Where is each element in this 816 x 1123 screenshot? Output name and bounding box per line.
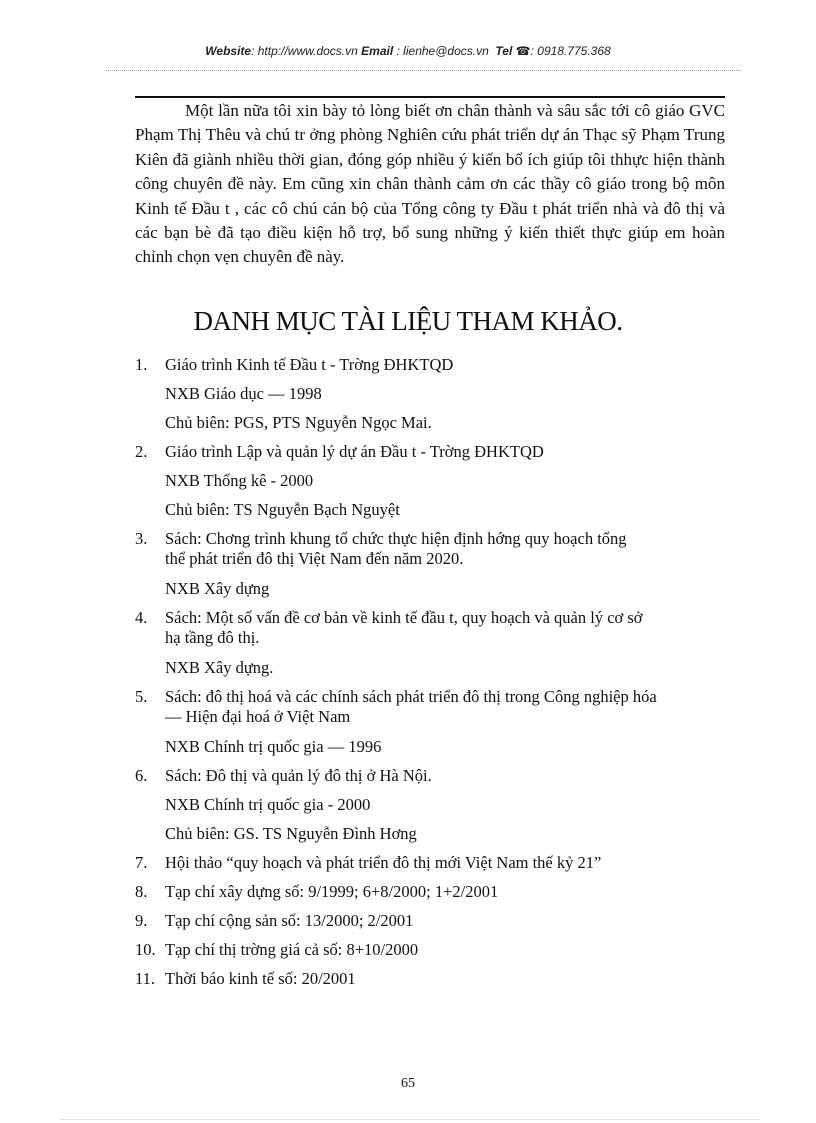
website-link[interactable]: : http://www.docs.vn xyxy=(251,44,358,58)
reference-line: NXB Chính trị quốc gia - 2000 xyxy=(165,795,371,814)
reference-item xyxy=(135,848,725,877)
reference-number: 4. xyxy=(135,608,148,627)
reference-line: Tạp chí thị trờng giá cả số: 8+10/2000 xyxy=(165,940,419,959)
reference-item xyxy=(135,964,725,993)
reference-number: 9. xyxy=(135,911,148,930)
reference-line: hạ tầng đô thị. xyxy=(165,628,260,647)
reference-line: Giáo trình Lập và quản lý dự án Đầu t - Trờng ĐHKTQD xyxy=(165,442,544,461)
tel-label: Tel ☎ xyxy=(495,44,531,58)
reference-number: 7. xyxy=(135,853,148,872)
reference-item xyxy=(135,350,725,437)
reference-item xyxy=(135,682,725,761)
page-number: 65 xyxy=(401,1076,415,1091)
acknowledgement-paragraph: Một lần nữa tôi xin bày tỏ lòng biết ơn chân thành và sâu sắc tới cô giáo GVC Phạm Thị Thêu và chú tr ởng phòng Nghiên cứu phát triển dự án Thạc sỹ Phạm Trung Kiên đã giành nhiều thời gian, đóng góp nhiều ý kiến bổ ích giúp tôi thhực hiện thành công chuyên đề này. Em cũng xin chân thành cảm ơn các thầy cô giáo trong bộ môn Kinh tế Đầu t , các cô chú cán bộ của Tổng công ty Đầu t phát triển nhà và đô thị và các bạn bè đã tạo điều kiện hỗ trợ, bổ sung những ý kiến thiết thực giúp em hoàn chỉnh chọn vẹn chuyên đề này. xyxy=(135,101,725,267)
reference-number: 8. xyxy=(135,882,148,901)
reference-line: Tạp chí xây dựng số: 9/1999; 6+8/2000; 1+2/2001 xyxy=(165,882,499,901)
reference-item xyxy=(135,906,725,935)
reference-item xyxy=(135,761,725,848)
references-list xyxy=(135,350,725,993)
reference-line: NXB Xây dựng xyxy=(165,579,270,598)
reference-line: Chủ biên: GS. TS Nguyễn Đình Hơng xyxy=(165,824,417,843)
reference-item xyxy=(135,603,725,682)
reference-line: NXB Xây dựng. xyxy=(165,658,274,677)
reference-line: — Hiện đại hoá ở Việt Nam xyxy=(165,707,351,726)
reference-line: Chủ biên: TS Nguyễn Bạch Nguyệt xyxy=(165,500,400,519)
reference-number: 1. xyxy=(135,355,148,374)
reference-line: Sách: Một số vấn đề cơ bản về kinh tế đầu t, quy hoạch và quản lý cơ sở xyxy=(165,608,643,627)
reference-item xyxy=(135,437,725,524)
reference-item xyxy=(135,935,725,964)
reference-line: Chủ biên: PGS, PTS Nguyễn Ngọc Mai. xyxy=(165,413,432,432)
references-heading: DANH MỤC TÀI LIỆU THAM KHẢO. xyxy=(193,306,623,336)
header-divider xyxy=(106,70,741,71)
reference-number: 10. xyxy=(135,940,156,959)
tel-value: : 0918.775.368 xyxy=(530,44,611,58)
reference-line: NXB Chính trị quốc gia — 1996 xyxy=(165,737,382,756)
reference-number: 11. xyxy=(135,969,156,988)
reference-line: NXB Thống kê - 2000 xyxy=(165,471,314,490)
reference-number: 2. xyxy=(135,442,148,461)
reference-line: Giáo trình Kinh tế Đầu t - Trờng ĐHKTQD xyxy=(165,355,454,374)
email-label: Email xyxy=(361,44,394,58)
reference-line: Tạp chí cộng sản số: 13/2000; 2/2001 xyxy=(165,911,414,930)
reference-number: 6. xyxy=(135,766,148,785)
email-link[interactable]: : lienhe@docs.vn xyxy=(396,44,489,58)
reference-line: Sách: đô thị hoá và các chính sách phát triển đô thị trong Công nghiệp hóa xyxy=(165,687,657,706)
reference-line: Sách: Đô thị và quản lý đô thị ở Hà Nội. xyxy=(165,766,432,785)
reference-line: thể phát triển đô thị Việt Nam đến năm 2020. xyxy=(165,549,464,568)
section-divider xyxy=(135,96,725,98)
reference-item xyxy=(135,877,725,906)
website-label: Website xyxy=(205,44,252,58)
reference-item xyxy=(135,524,725,603)
reference-line: NXB Giáo dục — 1998 xyxy=(165,384,322,403)
reference-line: Hội thảo “quy hoạch và phát triển đô thị mới Việt Nam thế kỷ 21” xyxy=(165,853,602,872)
footer-divider xyxy=(60,1119,760,1120)
reference-number: 5. xyxy=(135,687,148,706)
reference-number: 3. xyxy=(135,529,148,548)
page-header xyxy=(0,44,816,58)
reference-line: Thời báo kinh tế số: 20/2001 xyxy=(165,969,356,988)
reference-line: Sách: Chơng trình khung tổ chức thực hiện định hớng quy hoạch tổng xyxy=(165,529,627,548)
